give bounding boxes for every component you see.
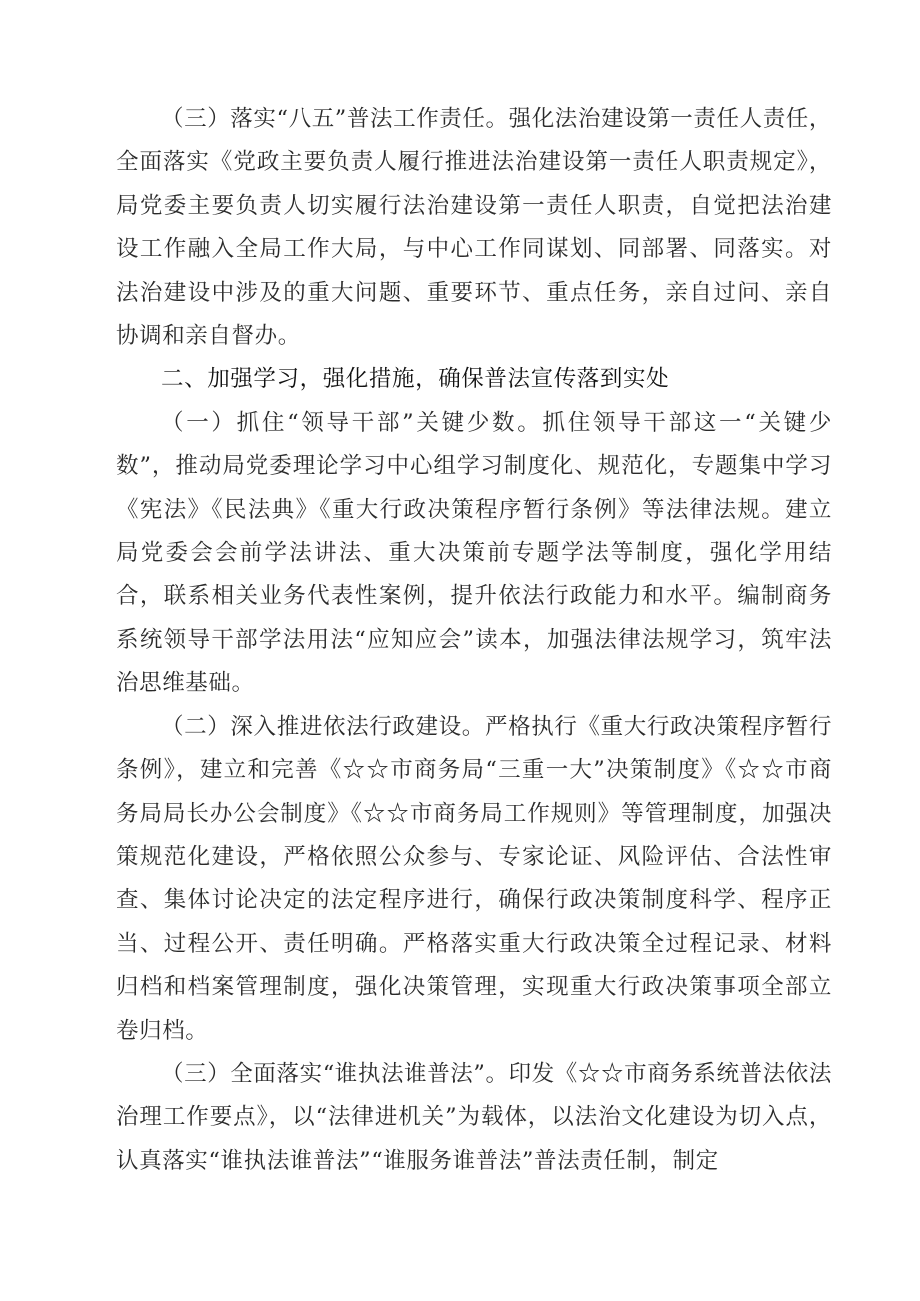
paragraph-administration-by-law: （二）深入推进依法行政建设。严格执行《重大行政决策程序暂行条例》，建立和完善《☆☆市商务局“三重一大”决策制度》《☆☆市商务局局长办公会制度》《☆☆市商务局工作规则》等管理制度，加强决策规范化建设，严格依照公众参与、专家论证、风险评估、合法性审查、集体讨论决定的法定程序进行，确保行政决策制度科学、程序正当、过程公开、责任明确。严格落实重大行政决策全过程记录、材料归档和档案管理制度，强化决策管理，实现重大行政决策事项全部立卷归档。 bbox=[116, 713, 832, 1044]
paragraph-leading-cadres: （一）抓住“领导干部”关键少数。抓住领导干部这一“关键少数”，推动局党委理论学习中心组学习制度化、规范化，专题集中学习《宪法》《民法典》《重大行政决策程序暂行条例》等法律法规。建立局党委会会前学法讲法、重大决策前专题学法等制度，强化学用结合，联系相关业务代表性案例，提升依法行政能力和水平。编制商务系统领导干部学法用法“应知应会”读本，加强法律法规学习，筑牢法治思维基础。 bbox=[116, 409, 832, 697]
document-body bbox=[116, 98, 832, 1183]
paragraph-responsibility: （三）落实“八五”普法工作责任。强化法治建设第一责任人责任，全面落实《党政主要负责人履行推进法治建设第一责任人职责规定》，局党委主要负责人切实履行法治建设第一责任人职责，自觉把法治建设工作融入全局工作大局，与中心工作同谋划、同部署、同落实。对法治建设中涉及的重大问题、重要环节、重点任务，亲自过问、亲自协调和亲自督办。 bbox=[116, 106, 833, 350]
section-heading-two: 二、加强学习，强化措施，确保普法宣传落到实处 bbox=[161, 366, 670, 393]
paragraph-law-enforcement-education: （三）全面落实“谁执法谁普法”。印发《☆☆市商务系统普法依法治理工作要点》，以“法律进机关”为载体，以法治文化建设为切入点，认真落实“谁执法谁普法”“谁服务谁普法”普法责任制，制定 bbox=[116, 1060, 833, 1174]
